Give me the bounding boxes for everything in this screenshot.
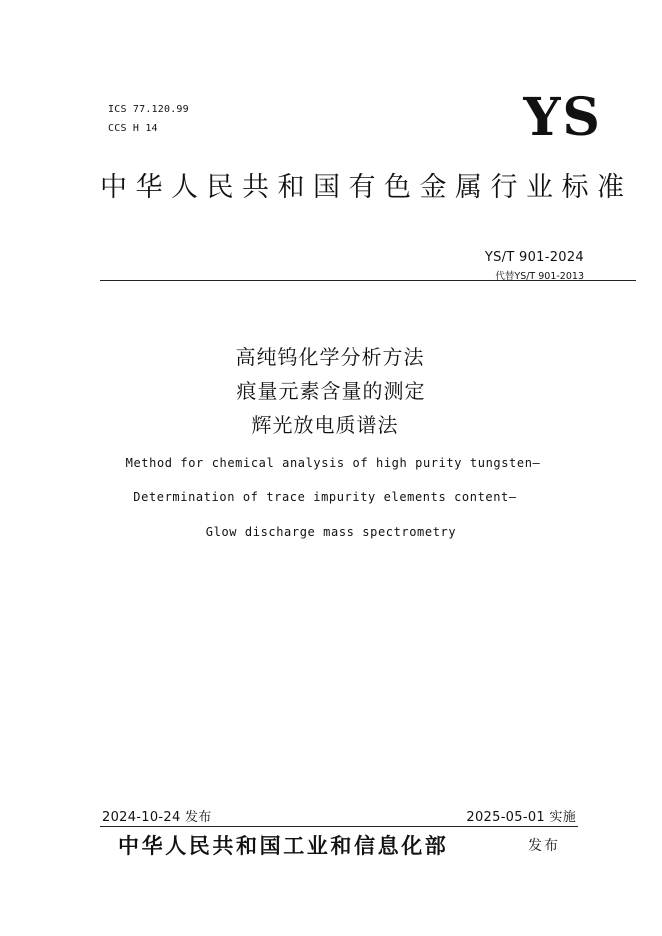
issuing-authority: 中华人民共和国工业和信息化部 [118,834,449,858]
standard-number: YS/T 901-2024 [484,250,584,265]
header-divider [100,280,636,281]
english-title-line-1: Method for chemical analysis of high purity tungsten— [125,456,541,470]
ys-logo: YS [523,87,602,148]
footer-divider [100,826,578,827]
issue-date: 2024-10-24 发布 [102,810,212,825]
english-title-line-2: Determination of trace impurity elements content— [133,490,517,504]
chinese-title-line-1: 高纯钨化学分析方法 [235,345,425,369]
chinese-title [0,340,662,442]
standard-category-title: 中华人民共和国有色金属行业标准 [100,172,633,203]
replaces-standard: 代替YS/T 901-2013 [495,271,584,282]
english-title-line-3: Glow discharge mass spectrometry [205,525,457,539]
ccs-code: CCS H 14 [108,123,158,134]
chinese-title-line-3: 辉光放电质谱法 [251,413,399,437]
chinese-title-line-2: 痕量元素含量的测定 [236,379,426,403]
ics-code: ICS 77.120.99 [108,104,189,115]
issuing-authority-suffix: 发布 [528,838,560,854]
implementation-date: 2025-05-01 实施 [466,810,576,825]
